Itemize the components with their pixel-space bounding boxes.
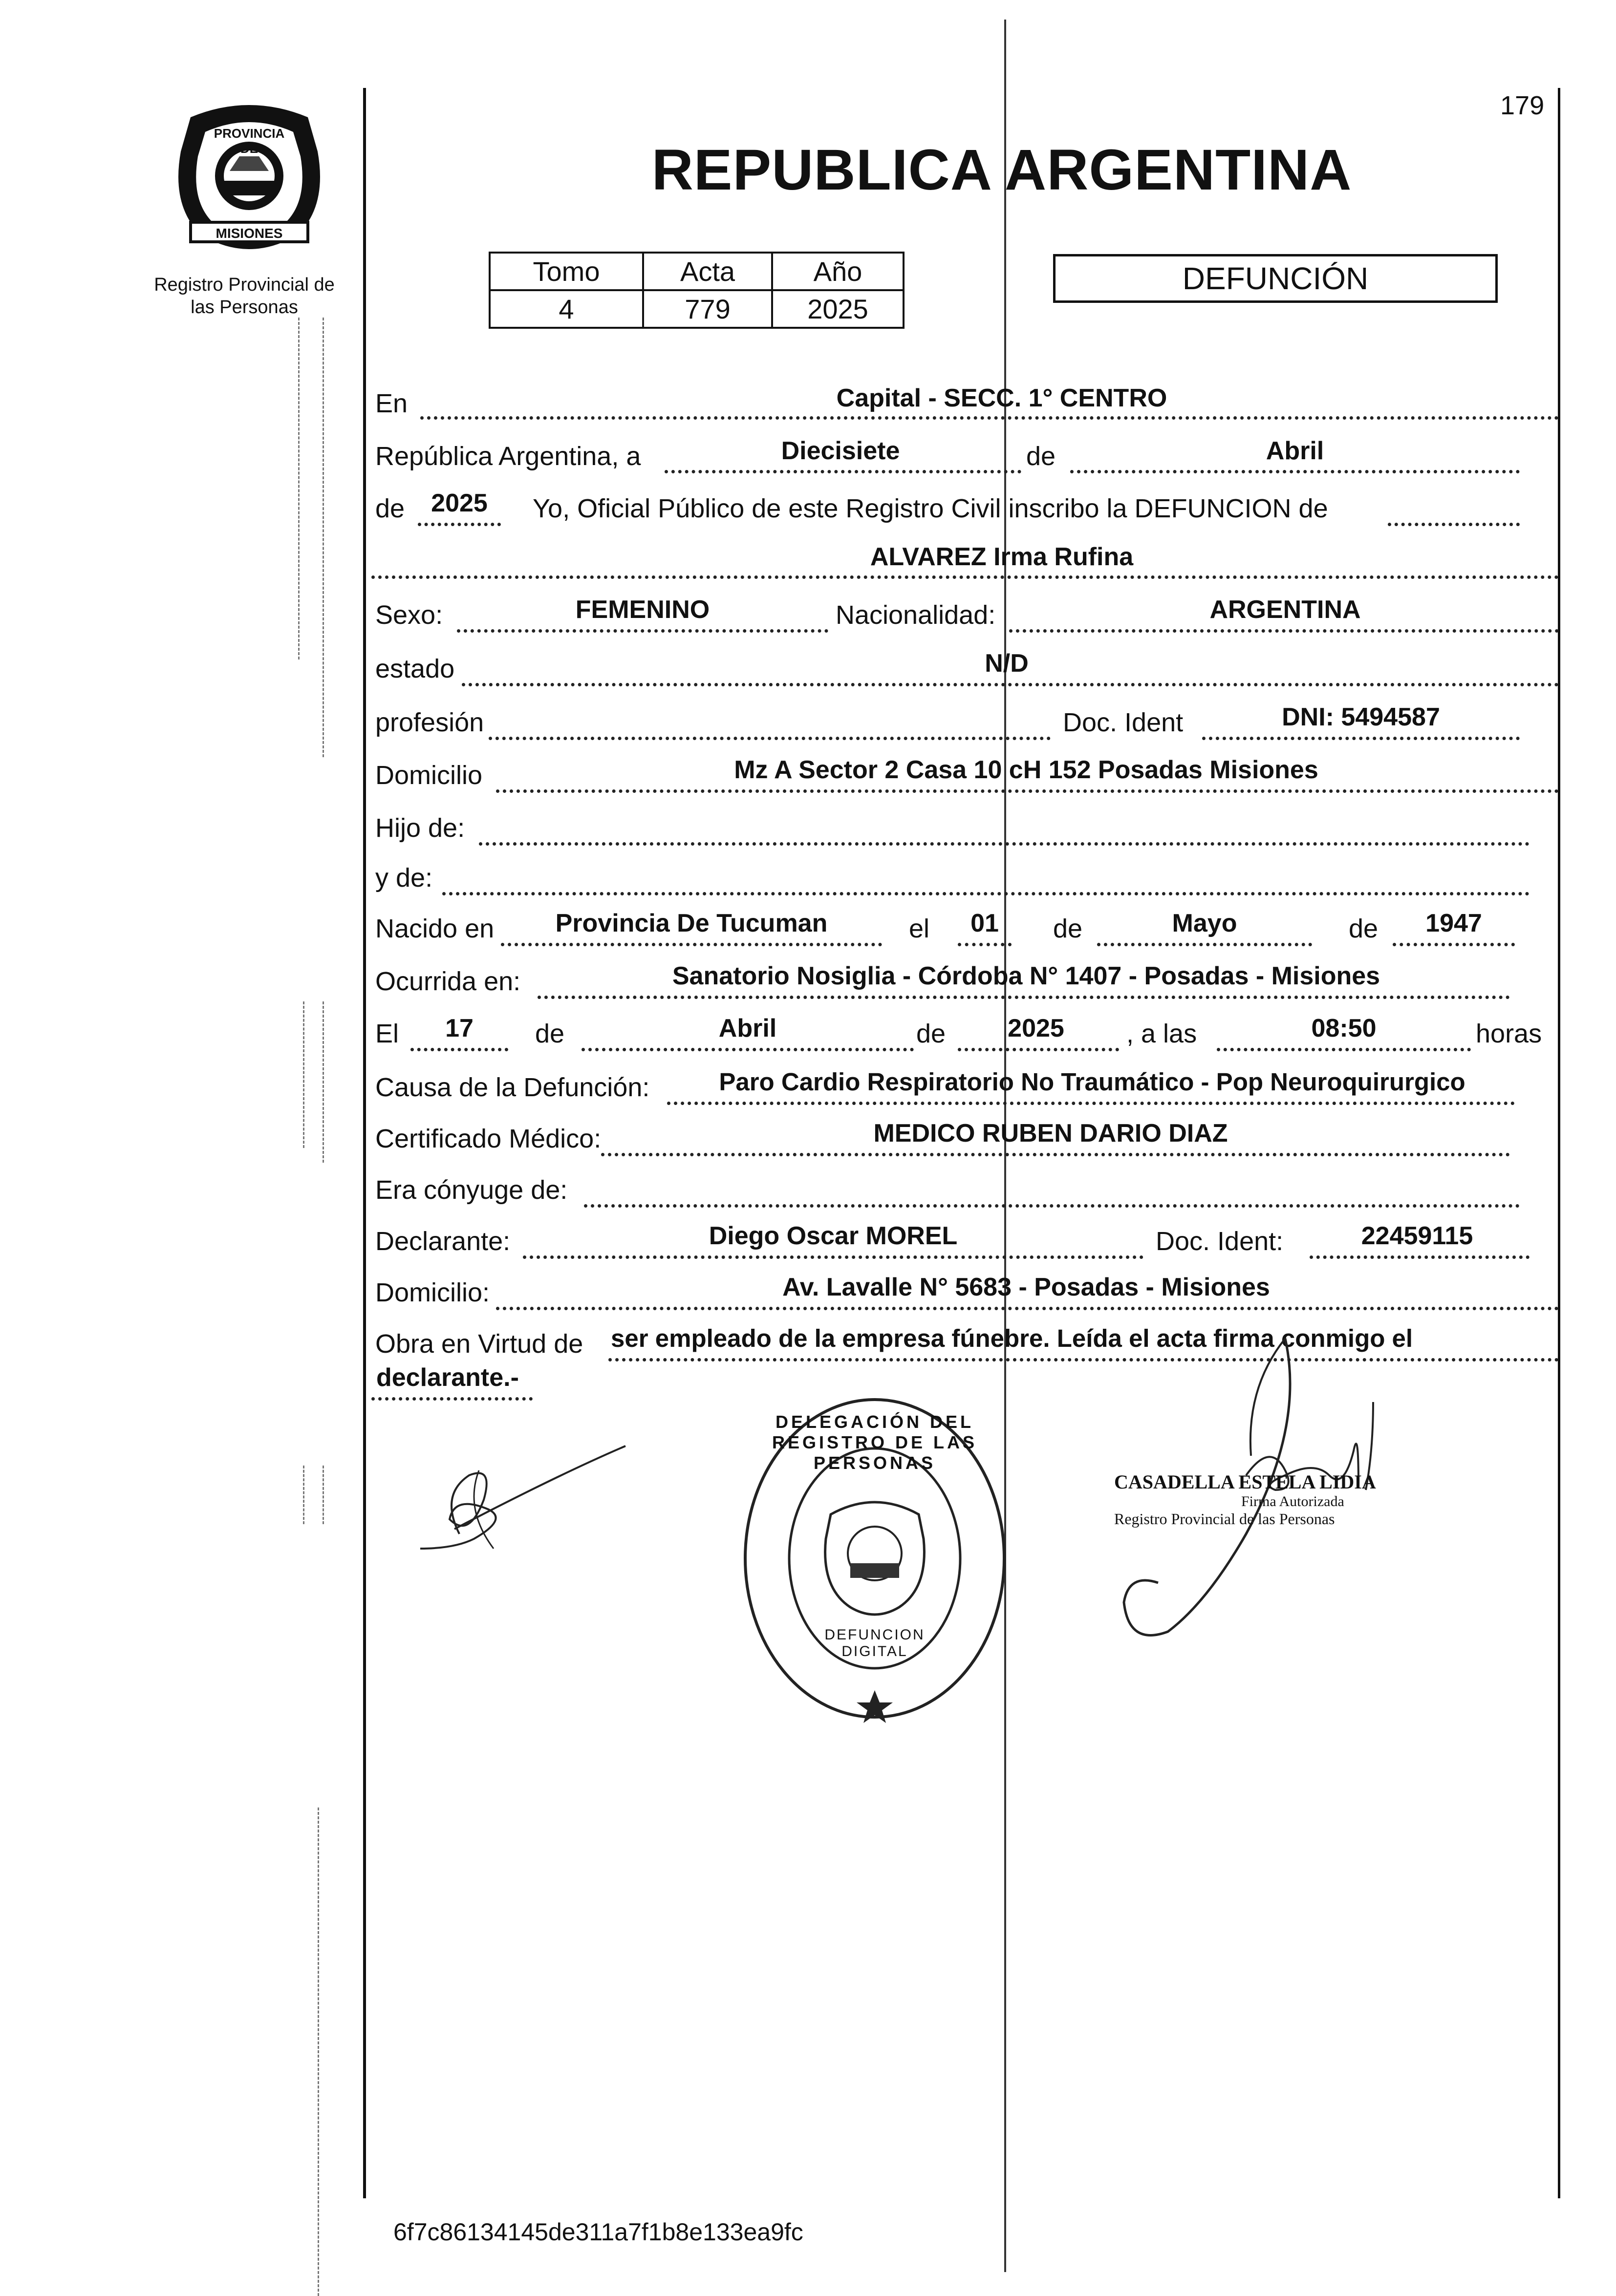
official-seal-ring-text: DELEGACIÓN DEL REGISTRO DE LAS PERSONAS bbox=[772, 1412, 978, 1473]
hijo-label: Hijo de: bbox=[375, 813, 465, 843]
sexo-label: Sexo: bbox=[375, 600, 443, 630]
domicilio-value: Mz A Sector 2 Casa 10 cH 152 Posadas Misiones bbox=[734, 756, 1318, 784]
birth-year-value: 1947 bbox=[1425, 909, 1482, 937]
officer-role: Firma Autorizada bbox=[1241, 1493, 1344, 1509]
registry-name-line2: las Personas bbox=[191, 297, 298, 318]
ocurrida-line bbox=[538, 996, 1510, 999]
registry-name bbox=[127, 274, 362, 319]
conyuge-label: Era cónyuge de: bbox=[375, 1175, 568, 1205]
year-value: 2025 bbox=[431, 489, 488, 517]
doc-ident-value: DNI: 5494587 bbox=[1282, 703, 1440, 731]
declarante-label: Declarante: bbox=[375, 1227, 511, 1256]
yde-line bbox=[442, 892, 1530, 895]
provincial-seal-logo bbox=[161, 98, 337, 264]
official-seal-inner-text: DEFUNCION DIGITAL bbox=[824, 1627, 925, 1659]
record-type-box: DEFUNCIÓN bbox=[1053, 254, 1498, 303]
ocurrida-label: Ocurrida en: bbox=[375, 967, 521, 996]
document-title: REPUBLICA ARGENTINA bbox=[651, 138, 1352, 202]
day-words-value: Diecisiete bbox=[781, 437, 900, 465]
left-frame-line bbox=[363, 88, 366, 2198]
de4-label: de bbox=[1349, 914, 1379, 943]
doc-ident-line bbox=[1202, 737, 1520, 740]
de1-label: de bbox=[1026, 442, 1056, 471]
registry-name-line1: Registro Provincial de bbox=[154, 275, 335, 295]
month-line bbox=[1070, 470, 1520, 473]
margin-mark bbox=[303, 1001, 304, 1148]
doc2-line bbox=[1310, 1255, 1530, 1259]
tomo-header: Tomo bbox=[490, 253, 643, 290]
conyuge-line bbox=[584, 1204, 1520, 1208]
death-time-line bbox=[1217, 1048, 1471, 1051]
birth-year-line bbox=[1393, 943, 1515, 946]
rep-label: República Argentina, a bbox=[375, 442, 641, 471]
en-value: Capital - SECC. 1° CENTRO bbox=[836, 384, 1167, 412]
nacionalidad-line bbox=[1009, 629, 1559, 633]
death-month-value: Abril bbox=[718, 1014, 777, 1042]
obra-line2 bbox=[371, 1397, 533, 1401]
domicilio2-label: Domicilio: bbox=[375, 1278, 490, 1307]
horas-label: horas bbox=[1476, 1019, 1542, 1048]
sexo-line bbox=[457, 629, 828, 633]
birth-day-line bbox=[958, 943, 1012, 946]
de2-label: de bbox=[375, 494, 405, 523]
doc2-value: 22459115 bbox=[1361, 1222, 1473, 1250]
estado-line bbox=[462, 683, 1559, 686]
death-day-value: 17 bbox=[445, 1014, 474, 1042]
profesion-line bbox=[489, 737, 1051, 740]
officer-org: Registro Provincial de las Personas bbox=[1114, 1510, 1335, 1528]
anio-value: 2025 bbox=[772, 290, 904, 328]
page-number: 179 bbox=[1500, 91, 1545, 120]
document-hash: 6f7c86134145de311a7f1b8e133ea9fc bbox=[393, 2218, 803, 2246]
certificado-label: Certificado Médico: bbox=[375, 1124, 602, 1153]
en-line bbox=[420, 416, 1559, 420]
hijo-line bbox=[479, 842, 1530, 846]
death-year-value: 2025 bbox=[1008, 1014, 1064, 1042]
margin-mark bbox=[323, 1001, 324, 1163]
declarante-line bbox=[523, 1255, 1143, 1259]
yo-end-line bbox=[1388, 523, 1520, 526]
margin-mark bbox=[323, 1466, 324, 1524]
nacionalidad-value: ARGENTINA bbox=[1209, 595, 1361, 624]
declarant-signature bbox=[410, 1436, 635, 1563]
birth-month-line bbox=[1097, 943, 1312, 946]
birth-day-value: 01 bbox=[970, 909, 999, 937]
estado-label: estado bbox=[375, 654, 455, 683]
el-label: el bbox=[909, 914, 930, 943]
certificado-value: MEDICO RUBEN DARIO DIAZ bbox=[873, 1119, 1228, 1148]
alas-label: , a las bbox=[1126, 1019, 1197, 1048]
causa-value: Paro Cardio Respiratorio No Traumático - Pop Neuroquirurgico bbox=[719, 1068, 1465, 1096]
domicilio2-value: Av. Lavalle N° 5683 - Posadas - Misiones bbox=[782, 1273, 1270, 1301]
domicilio2-line bbox=[496, 1307, 1559, 1310]
doc-ident-label: Doc. Ident bbox=[1063, 708, 1184, 737]
acta-header: Acta bbox=[643, 253, 772, 290]
obra-label: Obra en Virtud de bbox=[375, 1329, 583, 1359]
nacido-line bbox=[501, 943, 882, 946]
estado-value: N/D bbox=[985, 649, 1029, 678]
tomo-value: 4 bbox=[490, 290, 643, 328]
causa-line bbox=[667, 1102, 1515, 1105]
en-label: En bbox=[375, 389, 408, 418]
doc2-label: Doc. Ident: bbox=[1156, 1227, 1284, 1256]
death-day-line bbox=[410, 1048, 508, 1051]
obra-value2: declarante.- bbox=[376, 1363, 519, 1392]
obra-value: ser empleado de la empresa fúnebre. Leída el acta firma conmigo el bbox=[611, 1324, 1413, 1352]
officer-name: CASADELLA ESTELA LIDIA bbox=[1114, 1471, 1376, 1493]
deceased-name-value: ALVAREZ Irma Rufina bbox=[870, 543, 1134, 571]
officer-stamp bbox=[1114, 1470, 1417, 1528]
year-line bbox=[418, 523, 501, 526]
declarante-value: Diego Oscar MOREL bbox=[709, 1222, 958, 1250]
ocurrida-value: Sanatorio Nosiglia - Córdoba N° 1407 - Posadas - Misiones bbox=[672, 962, 1380, 990]
record-table bbox=[489, 252, 905, 329]
margin-mark bbox=[303, 1466, 304, 1524]
seal-text-bottom: MISIONES bbox=[215, 226, 283, 241]
causa-label: Causa de la Defunción: bbox=[375, 1073, 650, 1102]
nacido-value: Provincia De Tucuman bbox=[555, 909, 828, 937]
domicilio-line bbox=[496, 789, 1559, 793]
el2-label: El bbox=[375, 1019, 399, 1048]
seal-text-top: PROVINCIA DE bbox=[214, 126, 285, 156]
day-words-line bbox=[665, 470, 1021, 473]
yde-label: y de: bbox=[375, 863, 433, 893]
name-line bbox=[371, 575, 1559, 579]
margin-mark bbox=[298, 318, 300, 659]
nacionalidad-label: Nacionalidad: bbox=[836, 600, 996, 630]
birth-month-value: Mayo bbox=[1172, 909, 1237, 937]
month-value: Abril bbox=[1266, 437, 1324, 465]
profesion-label: profesión bbox=[375, 708, 484, 737]
nacido-label: Nacido en bbox=[375, 914, 495, 943]
margin-mark bbox=[318, 1807, 319, 2296]
acta-value: 779 bbox=[643, 290, 772, 328]
official-seal bbox=[738, 1392, 1012, 1724]
death-month-line bbox=[582, 1048, 914, 1051]
de3-label: de bbox=[1053, 914, 1083, 943]
de6-label: de bbox=[916, 1019, 946, 1048]
death-year-line bbox=[958, 1048, 1119, 1051]
right-frame-line bbox=[1558, 88, 1560, 2198]
sexo-value: FEMENINO bbox=[575, 595, 710, 624]
yo-text: Yo, Oficial Público de este Registro Civil inscribo la DEFUNCION de bbox=[533, 494, 1328, 523]
domicilio-label: Domicilio bbox=[375, 761, 483, 790]
de5-label: de bbox=[535, 1019, 565, 1048]
margin-mark bbox=[323, 318, 324, 757]
anio-header: Año bbox=[772, 253, 904, 290]
certificado-line bbox=[601, 1153, 1510, 1156]
death-time-value: 08:50 bbox=[1311, 1014, 1377, 1042]
